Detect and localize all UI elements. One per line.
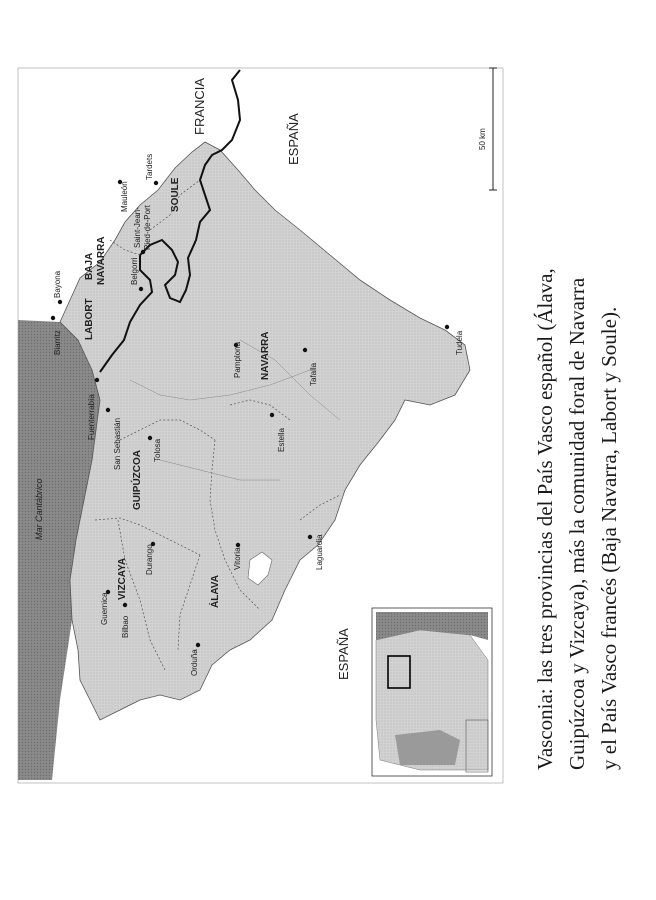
city-label-guernica: Guernica [100,592,109,625]
city-label-saint-jean-2: Pied-de-Port [143,205,152,250]
city-label-vitoria: Vitoria [233,547,242,570]
city-label-bayona: Bayona [53,270,62,298]
city-label-tolosa: Tolosa [153,438,162,462]
caption [533,268,621,770]
city-label-bilbao: Bilbao [121,615,130,638]
city-dot-fuenterrabia [95,378,99,382]
region-label-baja-1: BAJA [84,252,95,280]
city-label-belgorri: Belgorri [130,257,139,285]
caption-line-2: Guipúzcoa y Vizcaya), más la comunidad foral de Navarra [565,277,589,770]
city-dot-tardets [154,181,158,185]
caption-line-3: y el País Vasco francés (Baja Navarra, Labort y Soule). [597,306,621,770]
region-label-labort: LABORT [84,298,95,340]
city-label-san-sebastian: San Sebastián [113,417,122,470]
city-dot-bayona [58,300,62,304]
scale-bar [478,68,497,190]
city-label-fuenterrabia: Fuenterrabía [87,394,96,440]
city-label-biarritz: Biarritz [53,330,62,355]
region-label-navarra: NAVARRA [260,331,271,380]
city-dot-tolosa [148,436,152,440]
city-dot-bilbao [123,603,127,607]
caption-line-1: Vasconia: las tres provincias del País Vasco español (Álava, [533,268,557,770]
city-dot-belgorri [139,287,143,291]
region-label-soule: SOULE [170,177,181,212]
country-label-spain-north: ESPAÑA [286,113,301,165]
city-dot-laguardia [308,535,312,539]
city-label-tardets: Tardets [145,153,154,180]
region-label-guipuzcoa: GUIPÚZCOA [132,450,143,510]
city-dot-vitoria [236,543,240,547]
city-dot-estella [270,413,274,417]
city-dot-tudela [445,325,449,329]
city-label-tudela: Tudela [455,330,464,355]
region-label-vizcaya: VIZCAYA [117,557,128,600]
country-label-france: FRANCIA [192,77,207,135]
city-label-estella: Estella [277,427,286,452]
sea-label: Mar Cantábrico [34,478,44,540]
country-label-spain-south: ESPAÑA [336,628,351,680]
city-label-saint-jean-1: Saint-Jean- [133,207,142,248]
region-label-alava: ÁLAVA [210,575,221,608]
city-label-tafalla: Tafalla [309,362,318,386]
inset-map [372,608,492,776]
region-label-baja-2: NAVARRA [96,236,107,285]
city-dot-san-sebastian [106,408,110,412]
city-label-durango: Durango [145,544,154,575]
city-dot-tafalla [303,348,307,352]
city-dot-orduna [196,643,200,647]
city-dot-biarritz [51,316,55,320]
city-label-laguardia: Laguardia [315,534,324,570]
scale-label: 50 km [478,128,487,150]
city-label-mauleon: Mauleón [120,181,129,212]
city-label-pamplona: Pamplona [233,341,242,378]
city-label-orduna: Orduña [190,649,199,676]
